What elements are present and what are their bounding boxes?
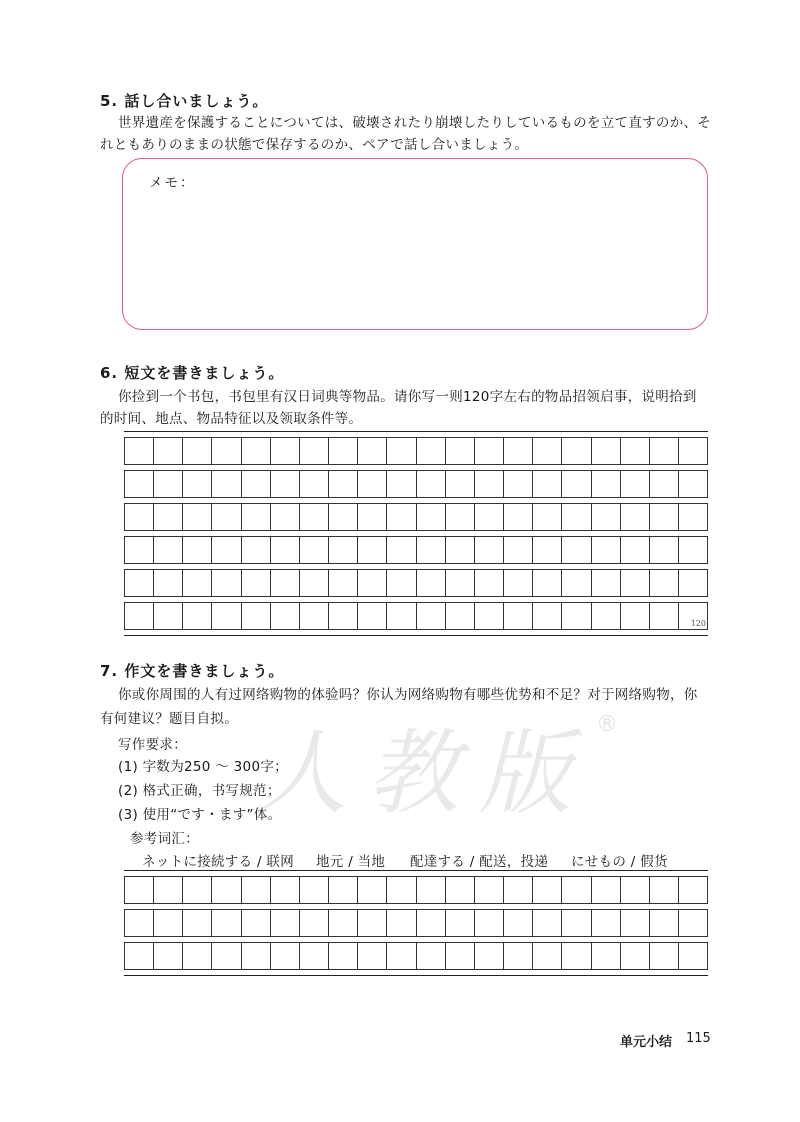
grid-cell[interactable] [328,909,357,936]
grid-cell[interactable] [532,942,561,969]
grid-cell[interactable] [649,942,678,969]
grid-cell[interactable] [211,503,240,530]
grid-row [124,876,708,903]
grid-cell[interactable] [153,470,182,497]
grid-cell[interactable] [532,437,561,464]
grid-rule [124,870,708,871]
grid-cell[interactable] [299,470,328,497]
grid-cell[interactable] [561,876,590,903]
grid-cell[interactable] [386,942,415,969]
grid-cell[interactable] [182,569,211,596]
grid-cell[interactable] [591,536,620,563]
grid-row [124,602,708,629]
grid-cell[interactable] [649,536,678,563]
grid-rule [124,464,708,465]
grid-rule [124,635,708,636]
grid-cell[interactable] [620,876,649,903]
grid-cell[interactable] [357,909,386,936]
footer-section-label: 单元小结 [620,1035,673,1050]
grid-cell[interactable] [299,942,328,969]
grid-cell[interactable] [445,470,474,497]
grid-cell[interactable] [649,503,678,530]
grid-cell[interactable] [328,470,357,497]
grid-rule [124,969,708,970]
grid-rule [124,563,708,564]
grid-cell[interactable] [591,909,620,936]
grid-cell[interactable] [328,536,357,563]
grid-cell[interactable] [416,437,445,464]
grid-cell[interactable] [299,569,328,596]
section-6-instruction-line-2: 的时间、地点、物品特征以及领取条件等。 [100,411,363,427]
vocabulary-item-1: ネットに接続する / 联网 [142,854,295,870]
grid-cell[interactable] [678,470,708,497]
grid-cell[interactable] [328,437,357,464]
grid-row [124,909,708,936]
grid-cell[interactable] [357,470,386,497]
section-7-instruction-line-2: 有何建议？题目自拟。 [100,711,238,727]
grid-cell[interactable] [299,503,328,530]
requirement-2: (2) 格式正确，书写规范； [118,783,281,799]
grid-cell[interactable] [241,602,270,629]
grid-cell[interactable] [532,876,561,903]
grid-cell[interactable] [591,569,620,596]
grid-cell[interactable] [153,602,182,629]
grid-cell[interactable] [153,909,182,936]
grid-cell[interactable] [561,569,590,596]
grid-cell[interactable] [503,536,532,563]
grid-cell[interactable] [153,876,182,903]
grid-cell[interactable] [416,536,445,563]
vocabulary-title: 参考词汇： [130,831,199,847]
grid-cell[interactable] [445,602,474,629]
grid-cell[interactable] [386,470,415,497]
watermark-logo: 人教版 [255,720,592,827]
section-5-heading: 5. 話し合いましょう。 [100,92,269,110]
grid-cell[interactable] [124,437,153,464]
grid-cell[interactable] [328,602,357,629]
grid-cell[interactable] [445,876,474,903]
requirements-title: 写作要求： [118,737,187,753]
section-5-instruction-line-1: 世界遺産を保護することについては、破壊されたり崩壊したりしているものを立て直すのか、そ [118,115,712,131]
grid-cell[interactable] [241,536,270,563]
grid-rule [124,530,708,531]
grid-character-count: 120 [690,619,706,628]
grid-cell[interactable] [620,942,649,969]
grid-cell[interactable] [270,876,299,903]
grid-cell[interactable] [532,470,561,497]
grid-cell[interactable] [591,602,620,629]
grid-cell[interactable] [211,536,240,563]
grid-cell[interactable] [474,942,503,969]
grid-cell[interactable] [241,876,270,903]
grid-cell[interactable] [357,942,386,969]
grid-cell[interactable] [678,876,708,903]
grid-cell[interactable] [416,602,445,629]
grid-cell[interactable] [561,536,590,563]
vocabulary-item-3: 配達する / 配送，投递 [410,854,549,870]
grid-cell[interactable] [328,876,357,903]
grid-cell[interactable] [241,942,270,969]
grid-cell[interactable] [299,602,328,629]
memo-label: メモ： [149,175,196,191]
grid-cell[interactable] [445,942,474,969]
grid-cell[interactable] [474,470,503,497]
grid-cell[interactable] [328,942,357,969]
grid-cell[interactable] [561,470,590,497]
grid-cell[interactable] [503,503,532,530]
grid-cell[interactable] [591,942,620,969]
section-7-instruction-line-1: 你或你周围的人有过网络购物的体验吗？你认为网络购物有哪些优势和不足？对于网络购物，你 [118,687,698,703]
grid-cell[interactable] [649,909,678,936]
grid-cell[interactable] [503,909,532,936]
grid-cell[interactable] [386,602,415,629]
grid-cell[interactable] [532,503,561,530]
section-6-heading: 6. 短文を書きましょう。 [100,364,285,382]
grid-cell[interactable] [182,536,211,563]
grid-rule [124,431,708,432]
grid-cell[interactable] [678,503,708,530]
grid-cell[interactable] [678,437,708,464]
grid-cell[interactable] [649,470,678,497]
grid-cell[interactable] [299,876,328,903]
grid-cell[interactable] [357,437,386,464]
grid-cell[interactable] [124,909,153,936]
grid-cell[interactable] [211,470,240,497]
grid-cell[interactable] [182,942,211,969]
grid-row [124,437,708,464]
grid-cell[interactable] [620,437,649,464]
grid-cell[interactable] [270,470,299,497]
grid-cell[interactable] [591,503,620,530]
grid-cell[interactable] [211,909,240,936]
grid-row [124,503,708,530]
grid-cell[interactable] [620,569,649,596]
grid-cell[interactable] [474,503,503,530]
grid-cell[interactable] [124,569,153,596]
grid-cell[interactable] [678,942,708,969]
grid-cell[interactable] [561,503,590,530]
grid-cell[interactable] [182,909,211,936]
grid-cell[interactable] [532,536,561,563]
grid-cell[interactable] [445,437,474,464]
grid-rule [124,903,708,904]
vocabulary-item-2: 地元 / 当地 [316,854,386,870]
grid-cell[interactable] [386,437,415,464]
grid-cell[interactable] [649,437,678,464]
grid-cell[interactable] [153,437,182,464]
grid-rule [124,975,708,976]
grid-cell[interactable] [445,503,474,530]
grid-cell[interactable] [503,602,532,629]
grid-cell[interactable] [124,876,153,903]
grid-cell[interactable] [357,602,386,629]
grid-cell[interactable] [445,536,474,563]
grid-rule [124,936,708,937]
grid-cell[interactable] [591,876,620,903]
grid-row [124,470,708,497]
grid-cell[interactable] [474,909,503,936]
requirement-3: (3) 使用“です・ます”体。 [118,807,282,823]
grid-row [124,942,708,969]
grid-cell[interactable] [357,503,386,530]
grid-cell[interactable] [503,470,532,497]
grid-cell[interactable] [503,569,532,596]
grid-cell[interactable] [503,942,532,969]
grid-cell[interactable] [561,942,590,969]
grid-cell[interactable] [124,942,153,969]
grid-cell[interactable] [620,602,649,629]
grid-cell[interactable] [182,503,211,530]
grid-cell[interactable] [270,569,299,596]
grid-cell[interactable] [416,876,445,903]
grid-cell[interactable] [474,437,503,464]
grid-cell[interactable] [445,909,474,936]
requirement-1: (1) 字数为250 ～ 300字； [118,759,288,775]
grid-cell[interactable] [386,569,415,596]
page-number: 115 [686,1031,711,1046]
grid-cell[interactable] [649,602,678,629]
grid-rule [124,497,708,498]
grid-cell[interactable] [386,876,415,903]
grid-cell[interactable] [153,569,182,596]
grid-cell[interactable] [561,437,590,464]
grid-cell[interactable] [182,876,211,903]
grid-cell[interactable] [328,569,357,596]
grid-cell[interactable] [357,876,386,903]
grid-cell[interactable] [620,536,649,563]
grid-cell[interactable] [649,569,678,596]
grid-cell[interactable] [124,470,153,497]
grid-row [124,569,708,596]
grid-cell[interactable] [386,503,415,530]
grid-cell[interactable] [386,909,415,936]
section-5-instruction-line-2: れともありのままの状態で保存するのか、ペアで話し合いましょう。 [100,137,529,153]
grid-cell[interactable] [678,536,708,563]
grid-cell[interactable] [649,876,678,903]
grid-cell[interactable] [153,503,182,530]
grid-row [124,536,708,563]
grid-cell[interactable] [124,602,153,629]
grid-cell[interactable] [270,437,299,464]
grid-cell[interactable] [182,470,211,497]
grid-cell[interactable] [474,876,503,903]
grid-cell[interactable] [241,470,270,497]
grid-cell[interactable] [357,536,386,563]
grid-cell[interactable] [182,437,211,464]
grid-cell[interactable] [299,909,328,936]
grid-cell[interactable] [620,470,649,497]
vocabulary-item-4: にせもの / 假货 [571,854,668,870]
grid-cell[interactable] [299,536,328,563]
grid-cell[interactable] [211,876,240,903]
grid-cell[interactable] [328,503,357,530]
grid-cell[interactable] [357,569,386,596]
grid-cell[interactable] [241,503,270,530]
grid-cell[interactable] [532,909,561,936]
grid-cell[interactable] [270,503,299,530]
grid-rule [124,629,708,630]
grid-cell[interactable] [620,503,649,530]
grid-cell[interactable] [270,536,299,563]
grid-cell[interactable] [211,569,240,596]
grid-cell[interactable] [532,602,561,629]
grid-cell[interactable] [416,470,445,497]
writing-grid-essay[interactable] [124,870,708,974]
grid-cell[interactable] [416,942,445,969]
grid-cell[interactable] [211,437,240,464]
grid-cell[interactable] [474,569,503,596]
grid-cell[interactable] [241,569,270,596]
grid-cell[interactable] [270,602,299,629]
grid-cell[interactable] [445,569,474,596]
grid-cell[interactable] [678,602,708,629]
grid-cell[interactable] [182,602,211,629]
section-6-instruction-line-1: 你捡到一个书包，书包里有汉日词典等物品。请你写一则120字左右的物品招领启事，说明拾到 [118,389,697,405]
grid-cell[interactable] [474,602,503,629]
grid-cell[interactable] [241,437,270,464]
grid-cell[interactable] [211,942,240,969]
grid-cell[interactable] [561,602,590,629]
grid-cell[interactable] [211,602,240,629]
grid-rule [124,596,708,597]
grid-cell[interactable] [532,569,561,596]
grid-cell[interactable] [678,909,708,936]
grid-cell[interactable] [124,536,153,563]
grid-cell[interactable] [270,942,299,969]
grid-cell[interactable] [416,503,445,530]
grid-cell[interactable] [299,437,328,464]
writing-grid-short[interactable] [124,431,708,634]
grid-cell[interactable] [503,876,532,903]
grid-cell[interactable] [386,536,415,563]
grid-cell[interactable] [416,909,445,936]
registered-mark: ® [596,712,618,737]
grid-cell[interactable] [561,909,590,936]
grid-cell[interactable] [153,942,182,969]
memo-box[interactable] [122,158,708,330]
grid-cell[interactable] [591,437,620,464]
grid-cell[interactable] [678,569,708,596]
section-7-heading: 7. 作文を書きましょう。 [100,662,285,680]
grid-cell[interactable] [474,536,503,563]
grid-cell[interactable] [416,569,445,596]
grid-cell[interactable] [153,536,182,563]
grid-cell[interactable] [270,909,299,936]
grid-cell[interactable] [620,909,649,936]
grid-cell[interactable] [124,503,153,530]
grid-cell[interactable] [241,909,270,936]
grid-cell[interactable] [503,437,532,464]
grid-cell[interactable] [591,470,620,497]
